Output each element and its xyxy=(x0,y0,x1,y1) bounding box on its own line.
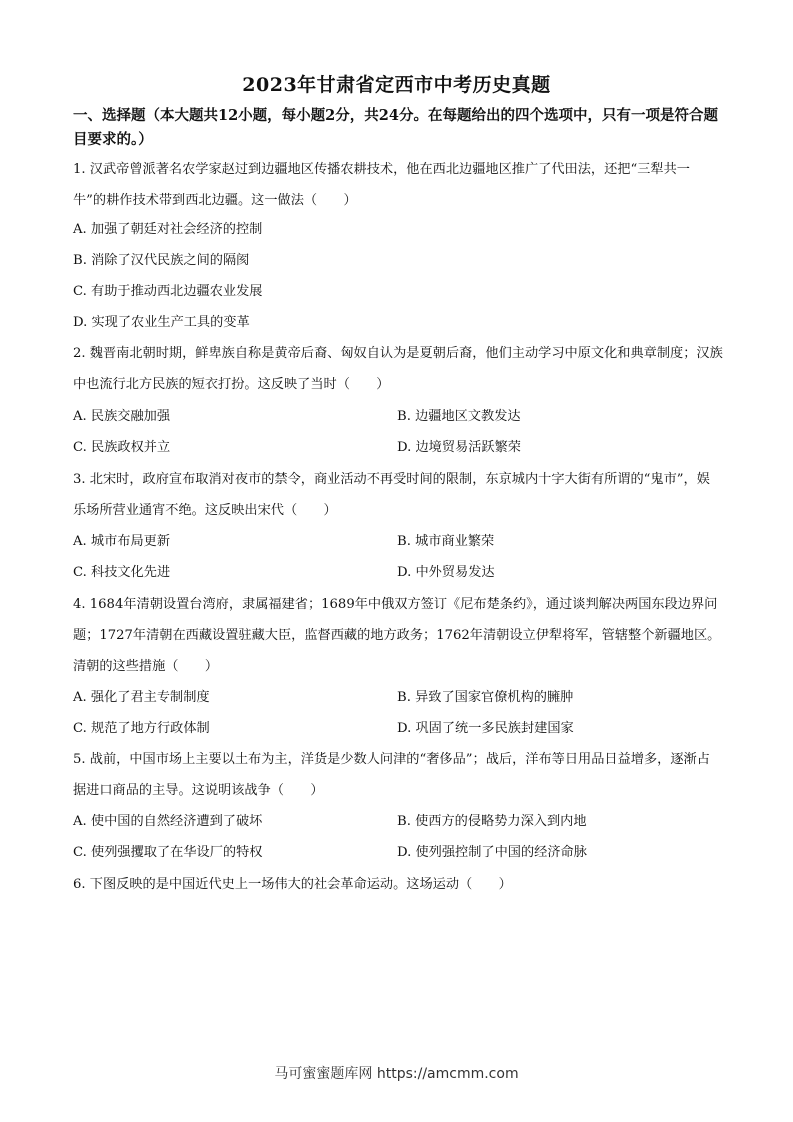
question-3-option-d: D. 中外贸易发达 xyxy=(397,565,495,580)
question-6-stem: 6. 下图反映的是中国近代史上一场伟大的社会革命运动。这场运动（ ） xyxy=(73,877,512,892)
question-3-stem: 3. 北宋时，政府宣布取消对夜市的禁令，商业活动不再受时间的限制，东京城内十字大街有所谓的“鬼市”，娱乐场所营业通宵不绝。这反映出宋代（ ） xyxy=(73,472,710,518)
question-2-option-a: A. 民族交融加强 xyxy=(73,409,171,424)
watermark-footer: 马可蜜蜜题库网 https://amcmm.com xyxy=(274,1066,519,1082)
question-3-option-a: A. 城市布局更新 xyxy=(73,534,171,549)
question-3-option-c: C. 科技文化先进 xyxy=(73,565,171,580)
question-1-option-d: D. 实现了农业生产工具的变革 xyxy=(73,315,250,330)
question-5-option-d: D. 使列强控制了中国的经济命脉 xyxy=(397,845,587,860)
question-3-option-b: B. 城市商业繁荣 xyxy=(397,534,495,549)
question-4-option-b: B. 异致了国家官僚机构的臃肿 xyxy=(397,690,574,705)
question-4-option-a: A. 强化了君主专制制度 xyxy=(73,690,210,705)
question-5-option-b: B. 使西方的侵略势力深入到内地 xyxy=(397,814,587,829)
question-4-stem: 4. 1684年清朝设置台湾府，隶属福建省；1689年中俄双方签订《尼布楚条约》，通过谈判解决两国东段边界问题；1727年清朝在西藏设置驻藏大臣，监督西藏的地方政务；1762年清朝设立伊犁将军，管辖整个新疆地区。清朝的这些措施（ ） xyxy=(73,597,721,674)
section-header: 一、选择题（本大题共12小题，每小题2分，共24分。在每题给出的四个选项中，只有一项是符合题目要求的。） xyxy=(73,107,718,148)
question-5-option-c: C. 使列强攫取了在华设厂的特权 xyxy=(73,845,263,860)
question-5-stem: 5. 战前，中国市场上主要以土布为主，洋货是少数人问津的“奢侈品”；战后，洋布等日用品日益增多，逐渐占据进口商品的主导。这说明该战争（ ） xyxy=(73,752,710,798)
question-1-option-b: B. 消除了汉代民族之间的隔阂 xyxy=(73,253,250,268)
question-4-option-c: C. 规范了地方行政体制 xyxy=(73,721,210,736)
question-2-option-d: D. 边境贸易活跃繁荣 xyxy=(397,440,521,455)
question-2-option-b: B. 边疆地区文教发达 xyxy=(397,409,521,424)
question-5-option-a: A. 使中国的自然经济遭到了破坏 xyxy=(73,814,263,829)
question-1-option-c: C. 有助于推动西北边疆农业发展 xyxy=(73,284,263,299)
question-2-stem: 2. 魏晋南北朝时期，鲜卑族自称是黄帝后裔、匈奴自认为是夏朝后裔，他们主动学习中原文化和典章制度；汉族中也流行北方民族的短衣打扮。这反映了当时（ ） xyxy=(73,346,723,392)
question-4-option-d: D. 巩固了统一多民族封建国家 xyxy=(397,721,574,736)
question-1-option-a: A. 加强了朝廷对社会经济的控制 xyxy=(73,222,263,237)
page-title: 2023年甘肃省定西市中考历史真题 xyxy=(242,74,551,96)
question-2-option-c: C. 民族政权并立 xyxy=(73,440,171,455)
question-1-stem: 1. 汉武帝曾派著名农学家赵过到边疆地区传播农耕技术，他在西北边疆地区推广了代田法，还把“三犁共一牛”的耕作技术带到西北边疆。这一做法（ ） xyxy=(73,162,690,208)
